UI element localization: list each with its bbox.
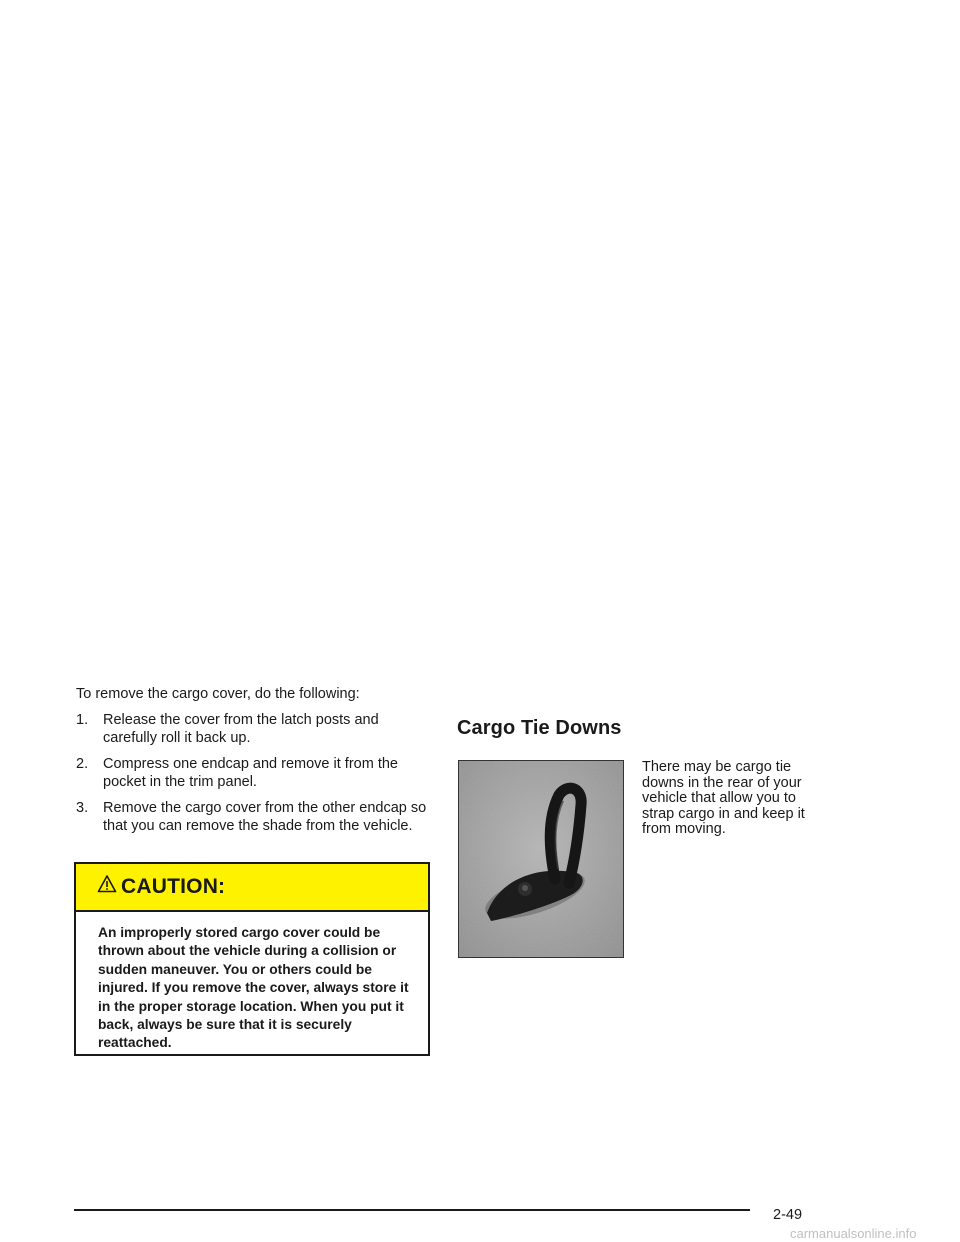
- section-title: Cargo Tie Downs: [457, 717, 622, 739]
- caution-header: [76, 864, 428, 912]
- list-item: [76, 799, 436, 835]
- caution-title: CAUTION:: [121, 875, 226, 898]
- step-text: Remove the cargo cover from the other endcap so that you can remove the shade from the vehicle.: [103, 800, 427, 834]
- step-number: 1.: [76, 712, 89, 728]
- step-number: 3.: [76, 800, 89, 816]
- list-item: [76, 755, 436, 791]
- step-text: Compress one endcap and remove it from the pocket in the trim panel.: [103, 756, 398, 790]
- cargo-tie-down-photo: [458, 760, 624, 958]
- watermark-text: carmanualsonline.info: [790, 1226, 917, 1241]
- steps-list: [76, 711, 436, 843]
- footer-rule: [74, 1209, 750, 1211]
- step-text: Release the cover from the latch posts and carefully roll it back up.: [103, 712, 379, 746]
- tie-down-description: There may be cargo tie downs in the rear of your vehicle that allow you to strap cargo in and keep it from moving.: [642, 759, 805, 838]
- tie-down-illustration: [459, 761, 623, 957]
- caution-text: An improperly stored cargo cover could be thrown about the vehicle during a collision or sudden maneuver. You or others could be injured. If you remove the cover, always store it in the proper storage location. When you put it back, always be sure that it is securely reattached.: [98, 925, 409, 1051]
- warning-triangle-icon: [97, 874, 117, 894]
- caution-box: [74, 862, 430, 1056]
- intro-text: To remove the cargo cover, do the following:: [76, 686, 360, 702]
- list-item: [76, 711, 436, 747]
- page-number: 2-49: [773, 1207, 803, 1223]
- step-number: 2.: [76, 756, 89, 772]
